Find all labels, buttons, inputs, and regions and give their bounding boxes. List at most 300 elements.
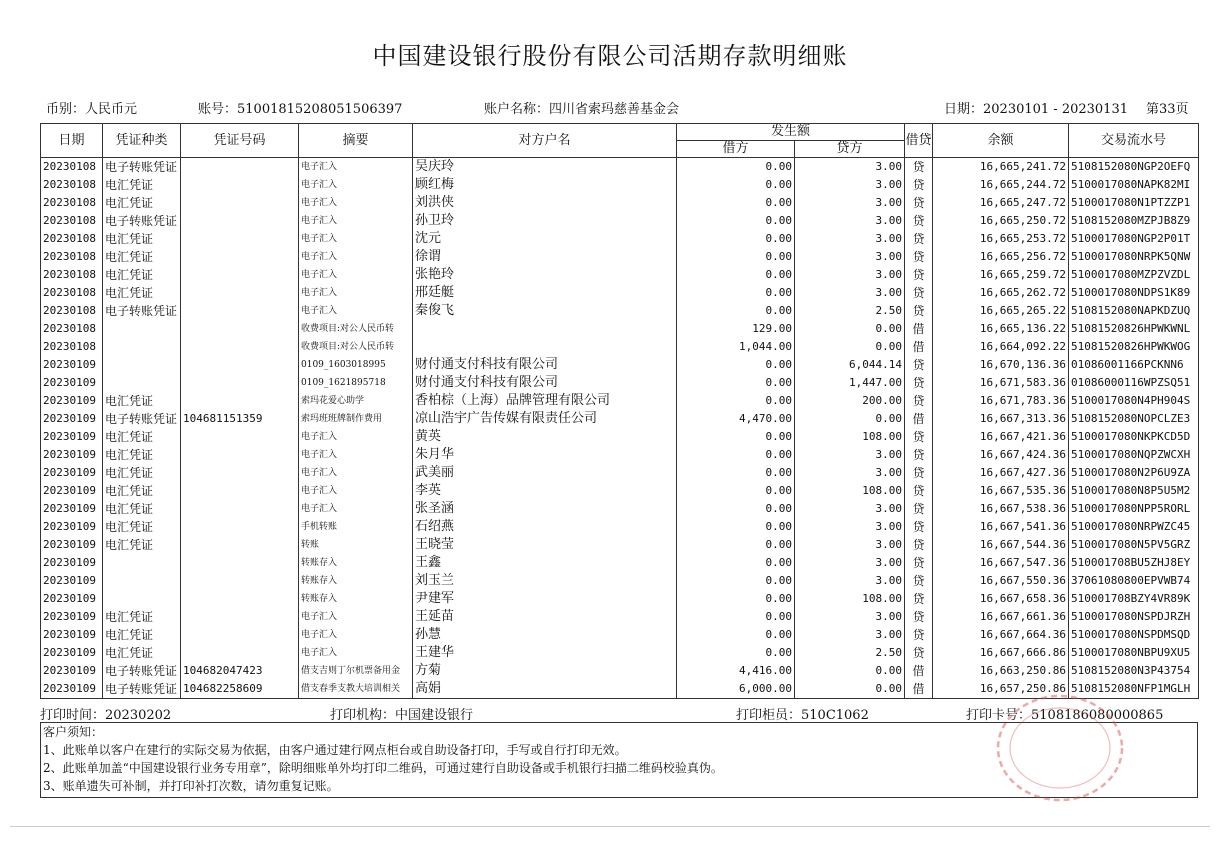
cell-debit: 0.00: [677, 536, 795, 554]
cell-balance: 16,664,092.22: [933, 338, 1069, 356]
bank-seal-stamp: [990, 676, 1130, 806]
cell-credit: 3.00: [795, 176, 905, 194]
cell-date: 20230109: [41, 608, 103, 626]
cell-balance: 16,667,544.36: [933, 536, 1069, 554]
cell-voucher-no: [181, 284, 299, 302]
cell-dc: 贷: [905, 572, 933, 590]
cell-counterparty: 财付通支付科技有限公司: [413, 374, 677, 392]
cell-dc: 贷: [905, 626, 933, 644]
bottom-rule: [10, 826, 1210, 827]
cell-counterparty: 吴庆玲: [413, 158, 677, 177]
cell-balance: 16,665,247.72: [933, 194, 1069, 212]
cell-summary: 电子汇入: [299, 266, 413, 284]
cell-voucher-no: [181, 194, 299, 212]
cell-counterparty: 张圣涵: [413, 500, 677, 518]
cell-date: 20230108: [41, 320, 103, 338]
cell-voucher-type: [103, 356, 181, 374]
cell-voucher-no: [181, 374, 299, 392]
cell-counterparty: 财付通支付科技有限公司: [413, 356, 677, 374]
cell-date: 20230108: [41, 248, 103, 266]
cell-date: 20230109: [41, 518, 103, 536]
cell-debit: 0.00: [677, 554, 795, 572]
cell-counterparty: 李英: [413, 482, 677, 500]
cell-balance: 16,667,535.36: [933, 482, 1069, 500]
cell-voucher-no: [181, 212, 299, 230]
cell-credit: 2.50: [795, 302, 905, 320]
cell-counterparty: 沈元: [413, 230, 677, 248]
account-number: 账号：51001815208051506397: [198, 102, 403, 117]
cell-summary: 转账存入: [299, 554, 413, 572]
cell-date: 20230109: [41, 446, 103, 464]
cell-summary: 0109_1603018995: [299, 356, 413, 374]
cell-voucher-type: 电汇凭证: [103, 626, 181, 644]
cell-balance: 16,667,313.36: [933, 410, 1069, 428]
cell-debit: 0.00: [677, 212, 795, 230]
table-row: [41, 392, 1199, 410]
cell-credit: 3.00: [795, 554, 905, 572]
table-row: [41, 248, 1199, 266]
cell-counterparty: 秦俊飞: [413, 302, 677, 320]
ledger-body: [41, 158, 1199, 699]
cell-credit: 0.00: [795, 680, 905, 699]
cell-debit: 0.00: [677, 428, 795, 446]
table-row: [41, 482, 1199, 500]
cell-voucher-type: 电汇凭证: [103, 536, 181, 554]
cell-counterparty: 王晓莹: [413, 536, 677, 554]
col-date: 日期: [41, 124, 103, 158]
cell-voucher-type: 电汇凭证: [103, 284, 181, 302]
cell-dc: 借: [905, 410, 933, 428]
cell-serial: 01086001166PCKNN6: [1069, 356, 1199, 374]
cell-date: 20230109: [41, 356, 103, 374]
cell-voucher-no: [181, 176, 299, 194]
cell-balance: 16,667,427.36: [933, 464, 1069, 482]
cell-voucher-type: 电汇凭证: [103, 194, 181, 212]
cell-dc: 贷: [905, 446, 933, 464]
cell-credit: 2.50: [795, 644, 905, 662]
cell-credit: 3.00: [795, 572, 905, 590]
table-row: [41, 590, 1199, 608]
cell-voucher-type: 电汇凭证: [103, 392, 181, 410]
cell-credit: 6,044.14: [795, 356, 905, 374]
cell-voucher-no: [181, 230, 299, 248]
cell-date: 20230108: [41, 176, 103, 194]
cell-serial: 5108152080NFP1MGLH: [1069, 680, 1199, 699]
page-number: 第33页: [1146, 102, 1189, 117]
cell-counterparty: 方菊: [413, 662, 677, 680]
cell-date: 20230108: [41, 338, 103, 356]
cell-summary: 电子汇入: [299, 248, 413, 266]
cell-balance: 16,667,538.36: [933, 500, 1069, 518]
cell-debit: 0.00: [677, 590, 795, 608]
cell-credit: 0.00: [795, 320, 905, 338]
cell-debit: 0.00: [677, 374, 795, 392]
cell-dc: 贷: [905, 212, 933, 230]
cell-voucher-no: [181, 158, 299, 177]
cell-credit: 3.00: [795, 446, 905, 464]
cell-voucher-no: [181, 464, 299, 482]
cell-voucher-type: 电子转账凭证: [103, 410, 181, 428]
cell-credit: 3.00: [795, 212, 905, 230]
cell-dc: 借: [905, 680, 933, 699]
cell-debit: 0.00: [677, 500, 795, 518]
cell-voucher-no: [181, 608, 299, 626]
cell-summary: 电子汇入: [299, 230, 413, 248]
cell-balance: 16,667,541.36: [933, 518, 1069, 536]
cell-summary: 电子汇入: [299, 626, 413, 644]
cell-date: 20230109: [41, 554, 103, 572]
table-row: [41, 302, 1199, 320]
cell-voucher-no: [181, 428, 299, 446]
cell-debit: 0.00: [677, 230, 795, 248]
cell-credit: 3.00: [795, 464, 905, 482]
cell-dc: 借: [905, 320, 933, 338]
cell-counterparty: [413, 338, 677, 356]
cell-voucher-type: [103, 320, 181, 338]
cell-credit: 3.00: [795, 230, 905, 248]
cell-voucher-no: [181, 446, 299, 464]
cell-serial: 5108152080N3P43754: [1069, 662, 1199, 680]
cell-dc: 贷: [905, 194, 933, 212]
cell-serial: 37061080800EPVWB74: [1069, 572, 1199, 590]
cell-dc: 贷: [905, 428, 933, 446]
cell-serial: 5100017080NBPU9XU5: [1069, 644, 1199, 662]
cell-date: 20230109: [41, 590, 103, 608]
cell-voucher-no: [181, 518, 299, 536]
cell-voucher-type: 电汇凭证: [103, 644, 181, 662]
cell-balance: 16,667,424.36: [933, 446, 1069, 464]
cell-debit: 4,416.00: [677, 662, 795, 680]
cell-date: 20230109: [41, 626, 103, 644]
cell-balance: 16,665,256.72: [933, 248, 1069, 266]
cell-serial: 5100017080NGP2P01T: [1069, 230, 1199, 248]
cell-credit: 0.00: [795, 662, 905, 680]
cell-summary: 0109_1621895718: [299, 374, 413, 392]
cell-counterparty: 王鑫: [413, 554, 677, 572]
cell-serial: 5108152080MZPJB8Z9: [1069, 212, 1199, 230]
cell-credit: 0.00: [795, 410, 905, 428]
cell-credit: 3.00: [795, 248, 905, 266]
cell-counterparty: 刘洪侠: [413, 194, 677, 212]
cell-dc: 贷: [905, 590, 933, 608]
cell-serial: 5100017080NSPDJRZH: [1069, 608, 1199, 626]
cell-credit: 3.00: [795, 194, 905, 212]
cell-summary: 转账存入: [299, 590, 413, 608]
cell-dc: 借: [905, 338, 933, 356]
cell-debit: 0.00: [677, 356, 795, 374]
cell-summary: 转账: [299, 536, 413, 554]
cell-balance: 16,665,241.72: [933, 158, 1069, 177]
cell-balance: 16,671,583.36: [933, 374, 1069, 392]
col-voucher-type: 凭证种类: [103, 124, 181, 158]
cell-voucher-no: [181, 248, 299, 266]
cell-voucher-type: 电子转账凭证: [103, 212, 181, 230]
table-row: [41, 194, 1199, 212]
table-row: [41, 158, 1199, 177]
col-serial: 交易流水号: [1069, 124, 1199, 158]
cell-counterparty: 黄英: [413, 428, 677, 446]
cell-balance: 16,667,666.86: [933, 644, 1069, 662]
cell-summary: 电子汇入: [299, 464, 413, 482]
cell-debit: 0.00: [677, 644, 795, 662]
cell-summary: 电子汇入: [299, 608, 413, 626]
cell-summary: 转账存入: [299, 572, 413, 590]
cell-dc: 贷: [905, 284, 933, 302]
table-row: [41, 464, 1199, 482]
cell-voucher-type: 电子转账凭证: [103, 302, 181, 320]
col-balance: 余额: [933, 124, 1069, 158]
cell-summary: 电子汇入: [299, 482, 413, 500]
cell-serial: 5100017080N8P5U5M2: [1069, 482, 1199, 500]
cell-dc: 贷: [905, 392, 933, 410]
cell-balance: 16,665,250.72: [933, 212, 1069, 230]
cell-credit: 3.00: [795, 284, 905, 302]
cell-serial: 5108152080NGP2OEFQ: [1069, 158, 1199, 177]
cell-credit: 3.00: [795, 608, 905, 626]
cell-serial: 5100017080N1PTZZP1: [1069, 194, 1199, 212]
cell-summary: 电子汇入: [299, 302, 413, 320]
cell-summary: 电子汇入: [299, 284, 413, 302]
print-card: 打印卡号：5108186080000865: [966, 708, 1164, 723]
cell-voucher-type: 电汇凭证: [103, 230, 181, 248]
cell-counterparty: 孙卫玲: [413, 212, 677, 230]
cell-summary: 收费项目:对公人民币转: [299, 320, 413, 338]
cell-serial: 5100017080NKPKCD5D: [1069, 428, 1199, 446]
cell-summary: 索玛花爱心助学: [299, 392, 413, 410]
cell-counterparty: 王建华: [413, 644, 677, 662]
table-row: [41, 230, 1199, 248]
document-title: 中国建设银行股份有限公司活期存款明细账: [372, 42, 848, 70]
cell-voucher-no: [181, 626, 299, 644]
cell-summary: 电子汇入: [299, 194, 413, 212]
cell-date: 20230108: [41, 266, 103, 284]
cell-voucher-no: [181, 644, 299, 662]
cell-date: 20230109: [41, 392, 103, 410]
cell-summary: 借支吉则丁尔机票备用金: [299, 662, 413, 680]
cell-dc: 借: [905, 662, 933, 680]
col-amount: 发生额: [677, 124, 905, 141]
cell-voucher-no: [181, 320, 299, 338]
cell-date: 20230109: [41, 428, 103, 446]
cell-voucher-type: 电汇凭证: [103, 464, 181, 482]
cell-voucher-no: [181, 338, 299, 356]
cell-counterparty: 石绍燕: [413, 518, 677, 536]
cell-dc: 贷: [905, 464, 933, 482]
cell-serial: 5100017080NRPWZC45: [1069, 518, 1199, 536]
cell-serial: 5100017080NPP5RORL: [1069, 500, 1199, 518]
stamp-inner-ring: [1010, 708, 1110, 788]
cell-balance: 16,657,250.86: [933, 680, 1069, 699]
table-row: [41, 320, 1199, 338]
cell-summary: 收费项目:对公人民币转: [299, 338, 413, 356]
cell-voucher-no: [181, 500, 299, 518]
cell-balance: 16,665,136.22: [933, 320, 1069, 338]
stamp-ring: [998, 696, 1122, 800]
cell-voucher-type: 电汇凭证: [103, 446, 181, 464]
cell-date: 20230109: [41, 464, 103, 482]
cell-balance: 16,667,421.36: [933, 428, 1069, 446]
cell-balance: 16,667,547.36: [933, 554, 1069, 572]
table-row: [41, 500, 1199, 518]
date-range: 日期：20230101 - 20230131: [944, 102, 1128, 117]
cell-voucher-no: 104682047423: [181, 662, 299, 680]
cell-summary: 电子汇入: [299, 212, 413, 230]
table-row: [41, 554, 1199, 572]
cell-debit: 0.00: [677, 266, 795, 284]
cell-balance: 16,665,244.72: [933, 176, 1069, 194]
cell-date: 20230109: [41, 536, 103, 554]
cell-date: 20230109: [41, 482, 103, 500]
cell-date: 20230108: [41, 284, 103, 302]
table-row: [41, 338, 1199, 356]
cell-debit: 0.00: [677, 518, 795, 536]
cell-balance: 16,667,664.36: [933, 626, 1069, 644]
cell-dc: 贷: [905, 500, 933, 518]
cell-voucher-no: [181, 572, 299, 590]
cell-balance: 16,667,550.36: [933, 572, 1069, 590]
col-credit: 贷方: [795, 141, 905, 158]
cell-credit: 3.00: [795, 158, 905, 177]
cell-debit: 0.00: [677, 608, 795, 626]
cell-summary: 电子汇入: [299, 176, 413, 194]
cell-credit: 1,447.00: [795, 374, 905, 392]
cell-credit: 200.00: [795, 392, 905, 410]
cell-debit: 0.00: [677, 626, 795, 644]
cell-debit: 4,470.00: [677, 410, 795, 428]
cell-date: 20230108: [41, 302, 103, 320]
cell-voucher-type: 电汇凭证: [103, 428, 181, 446]
cell-dc: 贷: [905, 554, 933, 572]
cell-voucher-no: [181, 482, 299, 500]
cell-balance: 16,665,259.72: [933, 266, 1069, 284]
cell-counterparty: 凉山浩宇广告传媒有限责任公司: [413, 410, 677, 428]
table-row: [41, 356, 1199, 374]
cell-voucher-type: [103, 338, 181, 356]
cell-dc: 贷: [905, 518, 933, 536]
cell-credit: 108.00: [795, 482, 905, 500]
cell-debit: 0.00: [677, 176, 795, 194]
account-name: 账户名称：四川省索玛慈善基金会: [484, 102, 680, 117]
cell-dc: 贷: [905, 374, 933, 392]
cell-debit: 0.00: [677, 392, 795, 410]
cell-summary: 手机转账: [299, 518, 413, 536]
cell-debit: 0.00: [677, 248, 795, 266]
cell-credit: 0.00: [795, 338, 905, 356]
cell-voucher-no: [181, 356, 299, 374]
cell-serial: 5100017080N5PV5GRZ: [1069, 536, 1199, 554]
cell-date: 20230109: [41, 410, 103, 428]
table-row: [41, 518, 1199, 536]
table-row: [41, 536, 1199, 554]
cell-debit: 0.00: [677, 446, 795, 464]
cell-voucher-type: 电汇凭证: [103, 608, 181, 626]
note-item: 2、此账单加盖“中国建设银行业务专用章”，除明细账单外均打印二维码，可通过建行自助设备或手机银行扫描二维码校验真伪。: [43, 761, 723, 775]
cell-voucher-type: [103, 590, 181, 608]
cell-debit: 6,000.00: [677, 680, 795, 699]
cell-balance: 16,665,265.22: [933, 302, 1069, 320]
cell-debit: 0.00: [677, 464, 795, 482]
cell-dc: 贷: [905, 302, 933, 320]
table-row: [41, 644, 1199, 662]
cell-serial: 5108152080NOPCLZE3: [1069, 410, 1199, 428]
cell-counterparty: 朱月华: [413, 446, 677, 464]
cell-date: 20230109: [41, 374, 103, 392]
cell-serial: 51081520826HPWKWNL: [1069, 320, 1199, 338]
cell-debit: 1,044.00: [677, 338, 795, 356]
cell-balance: 16,667,661.36: [933, 608, 1069, 626]
cell-date: 20230109: [41, 680, 103, 699]
cell-date: 20230108: [41, 212, 103, 230]
cell-serial: 5108152080NAPKDZUQ: [1069, 302, 1199, 320]
cell-debit: 0.00: [677, 482, 795, 500]
cell-balance: 16,667,658.36: [933, 590, 1069, 608]
print-counter: 打印柜员：510C1062: [736, 708, 869, 723]
cell-counterparty: 孙慧: [413, 626, 677, 644]
cell-balance: 16,665,262.72: [933, 284, 1069, 302]
currency-label: 币别：人民币元: [46, 102, 138, 117]
cell-voucher-no: 104682258609: [181, 680, 299, 699]
cell-voucher-type: 电汇凭证: [103, 266, 181, 284]
cell-voucher-type: 电汇凭证: [103, 482, 181, 500]
cell-credit: 3.00: [795, 536, 905, 554]
cell-dc: 贷: [905, 356, 933, 374]
cell-dc: 贷: [905, 536, 933, 554]
col-summary: 摘要: [299, 124, 413, 158]
cell-serial: 510001708BU5ZHJ8EY: [1069, 554, 1199, 572]
table-row: [41, 266, 1199, 284]
cell-summary: 电子汇入: [299, 158, 413, 177]
note-item: 3、账单遗失可补制，并打印补打次数，请勿重复记账。: [43, 779, 339, 793]
cell-voucher-type: 电汇凭证: [103, 500, 181, 518]
cell-debit: 0.00: [677, 572, 795, 590]
cell-counterparty: 徐谓: [413, 248, 677, 266]
cell-voucher-no: [181, 554, 299, 572]
cell-serial: 5100017080NQPZWCXH: [1069, 446, 1199, 464]
cell-balance: 16,663,250.86: [933, 662, 1069, 680]
cell-date: 20230108: [41, 194, 103, 212]
cell-serial: 5100017080NSPDMSQD: [1069, 626, 1199, 644]
cell-credit: 108.00: [795, 428, 905, 446]
cell-dc: 贷: [905, 248, 933, 266]
cell-voucher-type: [103, 554, 181, 572]
cell-dc: 贷: [905, 608, 933, 626]
cell-counterparty: 香柏棕（上海）品牌管理有限公司: [413, 392, 677, 410]
cell-credit: 3.00: [795, 266, 905, 284]
ledger-table: [40, 123, 1199, 699]
cell-date: 20230109: [41, 500, 103, 518]
cell-summary: 电子汇入: [299, 644, 413, 662]
cell-voucher-no: [181, 590, 299, 608]
table-row: [41, 608, 1199, 626]
cell-serial: 5100017080N4PH904S: [1069, 392, 1199, 410]
cell-voucher-type: 电子转账凭证: [103, 662, 181, 680]
note-item: 1、此账单以客户在建行的实际交易为依据，由客户通过建行网点柜台或自助设备打印，手写或自行打印无效。: [43, 743, 627, 757]
cell-counterparty: 王延苗: [413, 608, 677, 626]
cell-serial: 01086000116WPZSQ51: [1069, 374, 1199, 392]
cell-serial: 5100017080MZPZVZDL: [1069, 266, 1199, 284]
cell-voucher-no: [181, 302, 299, 320]
cell-counterparty: 刘玉兰: [413, 572, 677, 590]
col-debit: 借方: [677, 141, 795, 158]
cell-dc: 贷: [905, 158, 933, 177]
cell-voucher-type: 电汇凭证: [103, 176, 181, 194]
cell-balance: 16,670,136.36: [933, 356, 1069, 374]
table-row: [41, 374, 1199, 392]
cell-dc: 贷: [905, 644, 933, 662]
cell-voucher-type: 电汇凭证: [103, 518, 181, 536]
cell-credit: 3.00: [795, 518, 905, 536]
cell-voucher-no: [181, 536, 299, 554]
